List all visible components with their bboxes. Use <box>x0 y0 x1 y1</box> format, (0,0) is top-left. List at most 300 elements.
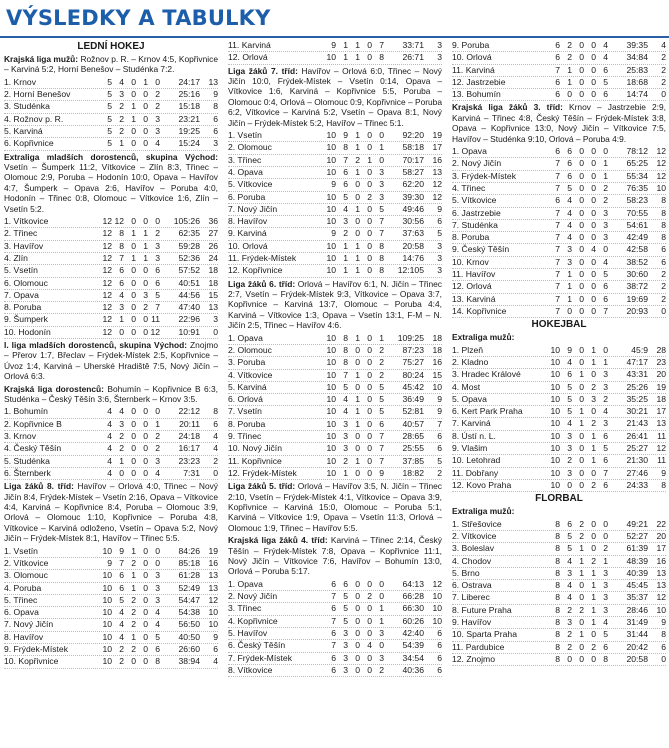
points: 8 <box>661 629 666 640</box>
points: 2 <box>437 467 442 478</box>
games: 12 <box>102 228 112 239</box>
points: 3 <box>213 138 218 149</box>
wins: 2 <box>119 113 124 124</box>
losses: 8 <box>603 653 608 664</box>
section-heading: LEDNÍ HOKEJ <box>77 41 145 52</box>
points: 8 <box>661 479 666 490</box>
points: 10 <box>432 381 442 392</box>
table-row <box>4 77 218 89</box>
team-name: 6. Opava <box>4 607 39 618</box>
wins: 5 <box>343 603 348 614</box>
score: 45:9 <box>631 344 648 355</box>
losses: 5 <box>155 631 160 642</box>
ot-losses: 2 <box>143 302 148 313</box>
losses: 6 <box>155 644 160 655</box>
games: 7 <box>555 305 560 316</box>
wins: 6 <box>567 170 572 181</box>
ot-losses: 1 <box>143 252 148 263</box>
score: 25:16 <box>178 89 200 100</box>
team-name: 4. Rožnov p. R. <box>4 113 64 124</box>
score: 105:26 <box>173 216 200 227</box>
ot-wins: 0 <box>131 277 136 288</box>
points: 8 <box>661 195 666 206</box>
wins: 4 <box>567 195 572 206</box>
team-name: 13. Karviná <box>452 293 496 304</box>
wins: 4 <box>567 356 572 367</box>
wins: 4 <box>119 406 124 417</box>
points: 9 <box>661 467 666 478</box>
losses: 3 <box>155 252 160 263</box>
score: 36:49 <box>402 394 424 405</box>
games: 8 <box>555 518 560 529</box>
table-row <box>452 654 666 666</box>
team-name: 6. Český Těšín <box>228 640 286 651</box>
ot-losses: 0 <box>367 240 372 251</box>
table-row <box>228 253 442 265</box>
ot-losses: 0 <box>591 629 596 640</box>
losses: 1 <box>379 615 384 626</box>
wins: 2 <box>119 126 124 136</box>
team-name: 6. Šternberk <box>4 467 51 478</box>
points: 6 <box>437 664 442 675</box>
score: 58:18 <box>402 142 424 153</box>
ot-losses: 0 <box>143 570 148 581</box>
wins: 4 <box>343 406 348 417</box>
team-name: 2. Třinec <box>4 228 38 239</box>
team-name: 8. Poruba <box>452 232 490 243</box>
points: 10 <box>432 603 442 614</box>
ot-wins: 1 <box>355 130 360 141</box>
wins: 1 <box>119 314 124 325</box>
ot-wins: 1 <box>579 369 584 380</box>
table-row <box>228 456 442 468</box>
ot-losses: 0 <box>143 545 148 556</box>
score: 35:25 <box>626 393 648 404</box>
losses: 8 <box>379 52 384 63</box>
losses: 0 <box>603 146 608 157</box>
ot-wins: 2 <box>579 518 584 529</box>
ot-wins: 1 <box>131 228 136 239</box>
ot-losses: 1 <box>591 592 596 603</box>
points: 20 <box>656 369 666 380</box>
points: 0 <box>213 467 218 478</box>
standings-table <box>4 406 218 480</box>
games: 10 <box>102 582 112 593</box>
games: 10 <box>326 381 336 392</box>
losses: 6 <box>603 430 608 441</box>
games: 10 <box>326 191 336 202</box>
ot-wins: 0 <box>355 443 360 454</box>
ot-wins: 1 <box>579 629 584 640</box>
losses: 8 <box>379 253 384 263</box>
wins: 2 <box>567 455 572 466</box>
match-results: Karviná – Třinec 2:14, Český Těšín – Frýdek-Místek 7:8, Opava – Kopřivnice 11:1, Nový Jičín – Vítkovice 7:6, Havířov – Bohumín 13:0, Orlová – Poruba 5:17. <box>228 535 442 577</box>
losses: 2 <box>379 369 384 380</box>
wins: 12 <box>114 216 124 227</box>
wins: 2 <box>119 101 124 112</box>
points: 0 <box>661 89 666 100</box>
page-header <box>0 0 669 38</box>
wins: 5 <box>343 591 348 602</box>
team-name: 3. Studénka <box>4 101 50 112</box>
table-row <box>452 345 666 357</box>
points: 16 <box>432 154 442 165</box>
ot-losses: 0 <box>591 293 596 304</box>
wins: 8 <box>343 357 348 368</box>
losses: 3 <box>379 652 384 663</box>
losses: 5 <box>379 203 384 214</box>
wins: 3 <box>343 443 348 454</box>
wins: 6 <box>567 369 572 380</box>
ot-losses: 4 <box>591 244 596 255</box>
table-row <box>4 443 218 455</box>
standings-table <box>4 77 218 151</box>
wins: 5 <box>567 381 572 392</box>
games: 8 <box>555 555 560 566</box>
points: 7 <box>437 418 442 429</box>
standings-table <box>452 146 666 318</box>
points: 12 <box>656 146 666 157</box>
ot-wins: 1 <box>131 545 136 556</box>
table-row <box>228 216 442 228</box>
games: 10 <box>102 644 112 655</box>
games: 4 <box>107 455 112 466</box>
points: 12 <box>208 594 218 605</box>
score: 40:57 <box>402 418 424 429</box>
team-name: 9. Frýdek-Místek <box>4 644 68 655</box>
table-row <box>4 607 218 619</box>
points: 13 <box>656 580 666 591</box>
team-name: 7. Nový Jičín <box>228 203 278 214</box>
wins: 1 <box>343 467 348 478</box>
games: 5 <box>107 89 112 100</box>
losses: 7 <box>603 305 608 316</box>
score: 30:56 <box>402 216 424 227</box>
ot-losses: 0 <box>143 277 148 288</box>
wins: 6 <box>343 179 348 190</box>
table-row <box>452 480 666 492</box>
games: 12 <box>102 289 112 300</box>
wins: 4 <box>119 289 124 300</box>
losses: 6 <box>603 89 608 100</box>
ot-losses: 0 <box>367 130 372 141</box>
games: 4 <box>107 443 112 454</box>
score: 26:71 <box>402 52 424 63</box>
table-row <box>452 629 666 641</box>
score: 76:35 <box>626 183 648 193</box>
points: 19 <box>208 545 218 556</box>
points: 13 <box>208 582 218 593</box>
ot-wins: 0 <box>355 591 360 602</box>
ot-wins: 1 <box>355 455 360 466</box>
team-name: 4. Opava <box>228 166 263 177</box>
team-name: 7. Karviná <box>452 418 491 429</box>
table-row <box>4 278 218 290</box>
standings-table <box>452 40 666 101</box>
wins: 9 <box>119 545 124 556</box>
points: 11 <box>657 455 666 466</box>
games: 10 <box>326 455 336 466</box>
ot-wins: 0 <box>579 580 584 591</box>
team-name: 12. Jastrzebie <box>452 76 506 87</box>
team-name: 9. Havířov <box>452 617 492 628</box>
table-row <box>452 77 666 89</box>
ot-losses: 0 <box>591 518 596 529</box>
losses: 1 <box>379 603 384 614</box>
points: 6 <box>213 126 218 136</box>
games: 10 <box>102 619 112 630</box>
losses: 2 <box>603 195 608 206</box>
score: 62:35 <box>178 228 200 239</box>
wins: 3 <box>343 640 348 651</box>
results-paragraph <box>452 332 666 342</box>
losses: 2 <box>603 183 608 193</box>
ot-wins: 0 <box>579 592 584 603</box>
ot-losses: 0 <box>367 179 372 190</box>
team-name: 10. Sparta Praha <box>452 629 517 640</box>
team-name: 7. Opava <box>4 289 39 300</box>
table-row <box>4 114 218 126</box>
losses: 2 <box>603 393 608 404</box>
score: 30:60 <box>626 269 648 280</box>
table-row <box>4 583 218 595</box>
table-row <box>228 228 442 240</box>
points: 6 <box>213 644 218 655</box>
wins: 0 <box>567 89 572 100</box>
wins: 3 <box>567 244 572 255</box>
wins: 8 <box>343 142 348 153</box>
score: 22:12 <box>178 406 200 417</box>
ot-wins: 0 <box>355 344 360 355</box>
points: 2 <box>661 64 666 75</box>
points: 8 <box>661 219 666 230</box>
losses: 3 <box>379 166 384 177</box>
ot-wins: 0 <box>579 641 584 652</box>
losses: 0 <box>379 578 384 589</box>
wins: 7 <box>343 154 348 165</box>
wins: 3 <box>343 431 348 441</box>
ot-wins: 1 <box>355 253 360 263</box>
score: 40:51 <box>178 277 200 288</box>
table-row <box>228 628 442 640</box>
results-paragraph <box>452 506 666 516</box>
losses: 0 <box>155 406 160 417</box>
ot-losses: 0 <box>591 467 596 478</box>
ot-wins: 1 <box>355 406 360 417</box>
ot-wins: 1 <box>355 40 360 50</box>
points: 12 <box>432 191 442 202</box>
wins: 2 <box>343 228 348 239</box>
table-row <box>452 257 666 269</box>
score: 40:50 <box>178 631 200 642</box>
losses: 5 <box>379 394 384 405</box>
wins: 6 <box>119 277 124 288</box>
table-row <box>452 605 666 617</box>
ot-losses: 0 <box>367 332 372 343</box>
wins: 9 <box>567 344 572 355</box>
team-name: 10. Kopřivnice <box>4 656 59 667</box>
losses: 6 <box>603 641 608 652</box>
wins: 6 <box>567 146 572 157</box>
points: 12 <box>656 158 666 169</box>
team-name: 6. Orlová <box>228 394 263 405</box>
table-row <box>452 369 666 381</box>
losses: 0 <box>155 557 160 568</box>
losses: 7 <box>155 302 160 313</box>
losses: 2 <box>155 443 160 454</box>
team-name: 14. Kopřivnice <box>452 305 507 316</box>
table-row <box>452 195 666 207</box>
team-name: 5. Karviná <box>228 381 267 392</box>
table-row <box>228 40 442 52</box>
ot-losses: 3 <box>591 393 596 404</box>
score: 21:43 <box>626 418 648 429</box>
ot-wins: 0 <box>579 617 584 628</box>
points: 13 <box>208 302 218 313</box>
score: 54:39 <box>402 640 424 651</box>
ot-wins: 1 <box>355 265 360 276</box>
points: 3 <box>437 253 442 263</box>
losses: 6 <box>155 265 160 276</box>
losses: 0 <box>155 545 160 556</box>
table-row <box>452 592 666 604</box>
team-name: 6. Poruba <box>228 191 266 202</box>
score: 7:31 <box>183 467 200 478</box>
points: 12 <box>432 179 442 190</box>
ot-wins: 0 <box>355 228 360 239</box>
results-paragraph <box>4 54 218 75</box>
points: 4 <box>213 431 218 442</box>
ot-wins: 0 <box>579 183 584 193</box>
table-row <box>452 158 666 170</box>
ot-losses: 0 <box>143 619 148 630</box>
ot-losses: 0 <box>591 76 596 87</box>
table-row <box>452 89 666 101</box>
team-name: 5. Studénka <box>4 455 50 466</box>
ot-wins: 1 <box>355 394 360 405</box>
losses: 7 <box>379 40 384 50</box>
games: 10 <box>550 418 560 429</box>
games: 10 <box>326 332 336 343</box>
competition-name: Liga žáků 8. tříd: <box>4 481 74 492</box>
games: 5 <box>107 76 112 87</box>
wins: 5 <box>119 594 124 605</box>
score: 28:46 <box>626 604 648 615</box>
team-name: 4. Český Těšín <box>4 443 62 454</box>
ot-wins: 2 <box>131 607 136 618</box>
games: 10 <box>550 406 560 417</box>
table-row <box>4 253 218 265</box>
team-name: 12. Kovo Praha <box>452 479 512 490</box>
games: 10 <box>550 393 560 404</box>
wins: 3 <box>343 628 348 639</box>
games: 7 <box>555 170 560 181</box>
ot-wins: 0 <box>579 344 584 355</box>
games: 4 <box>107 406 112 417</box>
losses: 0 <box>379 154 384 165</box>
games: 10 <box>102 607 112 618</box>
wins: 3 <box>119 302 124 313</box>
ot-wins: 0 <box>131 656 136 667</box>
ot-losses: 1 <box>591 356 596 367</box>
table-row <box>4 327 218 339</box>
games: 7 <box>331 591 336 602</box>
points: 6 <box>661 641 666 652</box>
wins: 4 <box>567 592 572 603</box>
points: 36 <box>208 216 218 227</box>
ot-losses: 0 <box>367 664 372 675</box>
games: 10 <box>550 455 560 466</box>
table-row <box>452 443 666 455</box>
losses: 0 <box>379 130 384 141</box>
ot-losses: 0 <box>143 101 148 112</box>
wins: 3 <box>119 89 124 100</box>
team-name: 6. Kopřivnice <box>4 138 54 149</box>
ot-wins: 0 <box>579 232 584 243</box>
table-row <box>228 653 442 665</box>
team-name: 5. Vítkovice <box>452 195 497 206</box>
table-row <box>228 603 442 615</box>
team-name: 2. Vítkovice <box>4 557 49 568</box>
wins: 1 <box>119 455 124 466</box>
table-row <box>228 443 442 455</box>
team-name: 5. Karviná <box>4 126 43 136</box>
table-row <box>452 455 666 467</box>
wins: 3 <box>567 617 572 628</box>
losses: 5 <box>379 406 384 417</box>
wins: 3 <box>567 443 572 454</box>
table-row <box>4 314 218 326</box>
table-row <box>452 406 666 418</box>
losses: 2 <box>155 101 160 112</box>
team-name: 3. Hradec Králové <box>452 369 521 380</box>
ot-wins: 1 <box>355 52 360 63</box>
losses: 2 <box>155 228 160 239</box>
losses: 7 <box>379 443 384 454</box>
wins: 5 <box>567 543 572 554</box>
score: 24:17 <box>178 76 200 87</box>
points: 0 <box>661 653 666 664</box>
ot-losses: 0 <box>143 113 148 124</box>
team-name: 6. Ostrava <box>452 580 492 591</box>
table-row <box>452 208 666 220</box>
ot-wins: 0 <box>131 240 136 251</box>
team-name: 2. Kopřivnice B <box>4 418 62 429</box>
points: 9 <box>437 406 442 417</box>
losses: 8 <box>379 240 384 251</box>
ot-losses: 0 <box>591 653 596 664</box>
score: 20:11 <box>179 418 200 429</box>
games: 12 <box>102 216 112 227</box>
table-row <box>228 370 442 382</box>
losses: 3 <box>603 592 608 603</box>
team-name: 3. Třinec <box>228 154 262 165</box>
score: 47:40 <box>178 302 200 313</box>
competition-name: Krajská liga mužů: <box>4 54 79 64</box>
ot-losses: 0 <box>143 314 148 325</box>
wins: 2 <box>567 629 572 640</box>
ot-wins: 0 <box>131 455 136 466</box>
team-name: 7. Vsetín <box>228 406 262 417</box>
team-name: 8. Havířov <box>228 216 268 227</box>
score: 52:36 <box>178 252 200 263</box>
ot-wins: 0 <box>131 302 136 313</box>
competition-name: Krajská liga žáků 4. tříd: <box>228 535 328 546</box>
losses: 3 <box>603 604 608 615</box>
score: 52:27 <box>626 530 648 541</box>
games: 10 <box>326 344 336 355</box>
team-name: 2. Vítkovice <box>452 530 497 541</box>
